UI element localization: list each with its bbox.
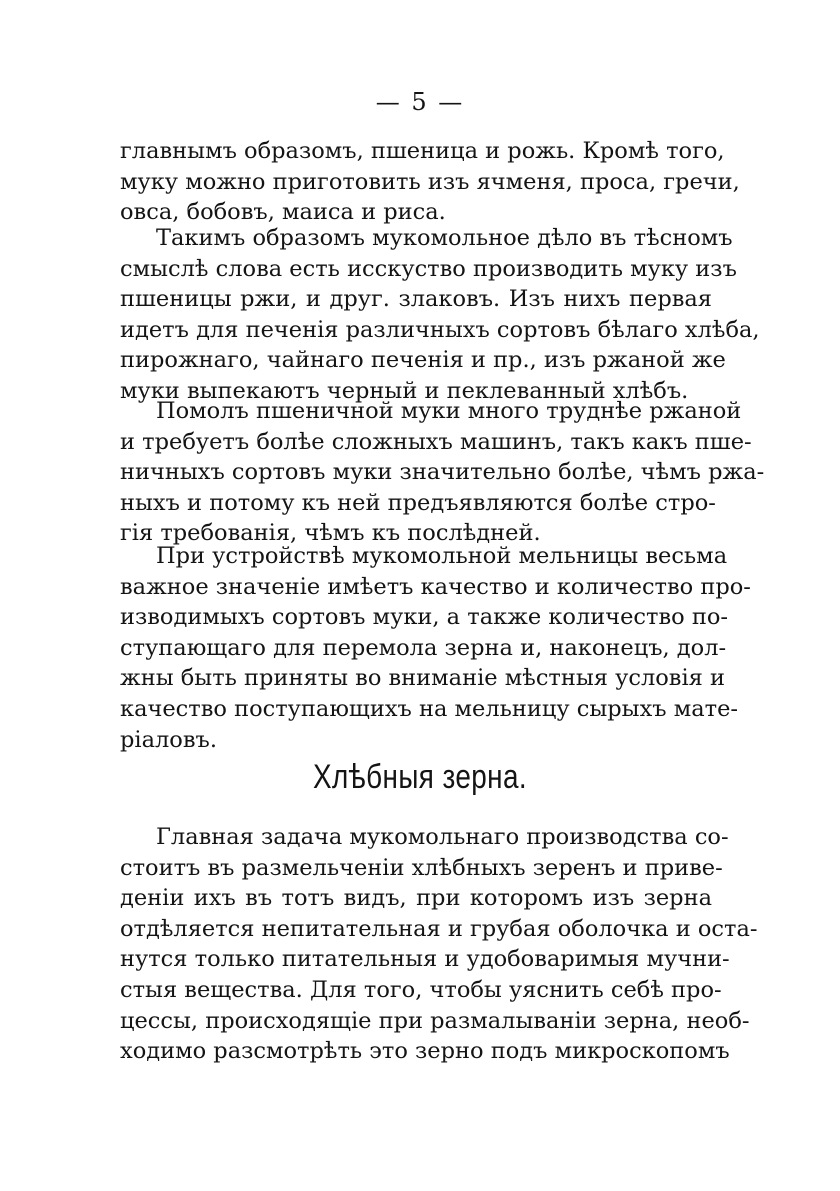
text-line: пшеницы ржи, и друг. злаковъ. Изъ нихъ первая: [120, 286, 712, 313]
text-line: Главная задача мукомольнаго производства со-: [156, 824, 729, 850]
text-line: деніи ихъ въ тотъ видъ, при которомъ изъ зерна: [120, 885, 712, 912]
section-heading: Хлѣбныя зерна.: [312, 758, 528, 796]
paragraph-grains: [120, 136, 740, 228]
text-line: важное значеніе имѣетъ качество и количество про-: [120, 573, 751, 600]
text-line: смыслѣ слова есть исскуство производить муку изъ: [120, 255, 737, 282]
text-line: жны быть приняты во вниманіе мѣстныя условія и: [120, 665, 726, 692]
paragraph-mill-setup: [120, 541, 751, 755]
text-line: ріаловъ.: [120, 726, 217, 753]
text-line: муку можно приготовить изъ ячменя, проса, гречи,: [120, 168, 740, 195]
text-line: ныхъ и потому къ ней предъявляются болѣе стро-: [120, 489, 716, 516]
text-line: овса, бобовъ, маиса и риса.: [120, 199, 446, 226]
text-line: ступающаго для перемола зерна и, наконецъ, дол-: [120, 634, 727, 661]
paragraph-wheat-milling: [120, 396, 765, 549]
text-line: гія требованія, чѣмъ къ послѣдней.: [120, 520, 541, 547]
text-line: Помолъ пшеничной муки много труднѣе ржаной: [156, 398, 742, 424]
text-line: При устройствѣ мукомольной мельницы весьма: [156, 543, 728, 569]
text-line: и требуетъ болѣе сложныхъ машинъ, такъ какъ пше-: [120, 428, 752, 455]
text-line: стыя вещества. Для того, чтобы уяснить себѣ про-: [120, 976, 722, 1003]
text-line: нутся только питательныя и удобоваримыя мучни-: [120, 946, 730, 973]
paragraph-milling-definition: [120, 223, 760, 407]
text-line: качество поступающихъ на мельницу сырыхъ мате-: [120, 695, 739, 722]
text-line: главнымъ образомъ, пшеница и рожь. Кромѣ того,: [120, 138, 725, 164]
text-line: муки выпекаютъ черный и пеклеванный хлѣбъ.: [120, 377, 689, 404]
paragraph-grain-processing: [120, 822, 758, 1067]
text-line: цессы, происходящіе при размалываніи зерна, необ-: [120, 1007, 750, 1034]
text-line: ходимо разсмотрѣть это зерно подъ микроскопомъ: [120, 1038, 730, 1065]
text-line: Такимъ образомъ мукомольное дѣло въ тѣсномъ: [156, 225, 733, 251]
text-line: изводимыхъ сортовъ муки, а также количество по-: [120, 604, 728, 631]
page-number: — 5 —: [375, 88, 465, 116]
text-line: ничныхъ сортовъ муки значительно болѣе, чѣмъ ржа-: [120, 459, 765, 486]
text-line: пирожнаго, чайнаго печенія и пр., изъ ржаной же: [120, 347, 726, 374]
text-line: стоитъ въ размельченіи хлѣбныхъ зеренъ и приве-: [120, 854, 723, 881]
text-line: отдѣляется непитательная и грубая оболочка и оста-: [120, 915, 758, 942]
text-line: идетъ для печенія различныхъ сортовъ бѣлаго хлѣба,: [120, 316, 760, 343]
